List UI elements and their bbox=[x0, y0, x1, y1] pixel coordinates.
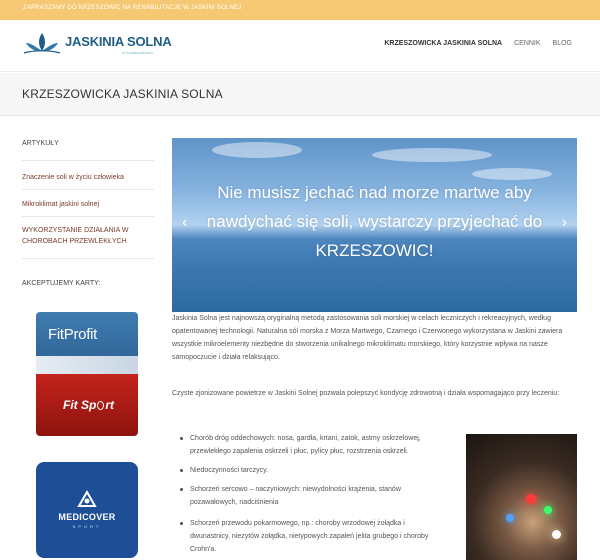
sidebar-article-link[interactable]: Mikroklimat jaskini solnej bbox=[22, 201, 100, 208]
light-spot bbox=[506, 514, 514, 522]
lotus-logo-icon bbox=[22, 31, 62, 57]
fitsport-logo: Fit Sp rt bbox=[63, 398, 115, 412]
bullet-icon bbox=[180, 437, 183, 440]
list-item: Chorób dróg oddechowych: nosa, gardła, krtani, zatok, astmy oskrzelowej, przewlekłego zapalenia oskrzeli i płuc, pylicy płuc, rozstrzenia oskrzeli. bbox=[190, 432, 446, 458]
divider bbox=[22, 258, 154, 259]
nav-item-blog[interactable]: BLOG bbox=[552, 40, 572, 47]
divider bbox=[22, 216, 154, 217]
slider-prev-arrow-icon[interactable]: ‹ bbox=[182, 214, 188, 231]
bullet-icon bbox=[180, 488, 183, 491]
announcement-text: ZAPRASZAMY DO KRZESZOWIC NA REHABILITACJE W JASKINI SOLNEJ bbox=[23, 5, 242, 11]
list-item: Schorzeń sercowo – naczyniowych: niewydolności krążenia, stanów pozawałowych, nadciśnienia bbox=[190, 483, 446, 509]
bullet-icon bbox=[180, 522, 183, 525]
light-spot bbox=[526, 494, 536, 504]
slider-caption: Nie musisz jechać nad morze martwe aby nawdychać się soli, wystarczy przyjechać do KRZESZOWIC! bbox=[206, 183, 543, 260]
fitprofit-card[interactable] bbox=[36, 312, 138, 436]
page-title-bar bbox=[0, 73, 600, 116]
fitprofit-strip bbox=[36, 356, 138, 374]
logo-subtitle: w Krzeszowicach bbox=[122, 50, 153, 55]
benefits-paragraph: Czyste zjonizowane powietrze w Jaskini Solnej pozwala polepszyć kondycję zdrowotną i działa wspomagająco przy leczeniu: bbox=[172, 390, 560, 397]
medicover-name: MEDICOVER bbox=[58, 512, 116, 522]
page-title: KRZESZOWICKA JASKINIA SOLNA bbox=[22, 87, 223, 101]
cards-heading: AKCEPTUJEMY KARTY: bbox=[22, 280, 101, 287]
articles-heading: ARTYKUŁY bbox=[22, 140, 59, 147]
runner-icon bbox=[97, 401, 104, 410]
cloud bbox=[372, 148, 492, 162]
site-logo[interactable] bbox=[22, 31, 172, 59]
fitprofit-panel bbox=[36, 312, 138, 374]
nav-item-jaskinia[interactable]: KRZESZOWICKA JASKINIA SOLNA bbox=[384, 40, 503, 47]
hero-slider[interactable] bbox=[172, 138, 577, 312]
sidebar-article-link[interactable]: Znaczenie soli w życiu człowieka bbox=[22, 174, 124, 181]
fitprofit-logo: FitProfit bbox=[48, 326, 97, 343]
nav-item-cennik[interactable]: CENNIK bbox=[514, 40, 541, 47]
divider bbox=[22, 160, 154, 161]
intro-paragraph: Jaskinia Solna jest najnowszą oryginalną metodą zastosowania soli morskiej w celach leczniczych i rekreacyjnych, według opatentowanej technologii. Naturalna sól morska z Morza Martwego, Czarnego i Czerwonego wykorzystana w Jaskini zawiera wszystkie mikroelementy niezbędne do stworzenia unikalnego mikroklimatu morskiego, który korzystnie wpływa na nasze samopoczucie i działa relaksująco. bbox=[172, 315, 563, 361]
site-header bbox=[0, 20, 600, 72]
medicover-subtitle: SPORT bbox=[72, 524, 102, 529]
light-spot bbox=[544, 506, 552, 514]
sidebar-article-link[interactable]: WYKORZYSTANIE DZIAŁANIA W CHOROBACH PRZEWLEKŁYCH bbox=[22, 227, 129, 245]
divider bbox=[22, 189, 154, 190]
light-spot bbox=[552, 530, 561, 539]
cloud bbox=[212, 142, 302, 158]
list-item: Niedoczynności tarczycy. bbox=[190, 464, 446, 477]
bullet-icon bbox=[180, 469, 183, 472]
slider-next-arrow-icon[interactable]: › bbox=[561, 214, 567, 231]
medicover-card[interactable] bbox=[36, 462, 138, 558]
list-item: Schorzeń przewodu pokarmowego, np.: choroby wrzodowej żołądka i dwunastnicy, niezytów żołądka, nietypowych zapaleń jelita grubego i choroby Crohn'a. bbox=[190, 517, 446, 556]
fitsport-panel bbox=[36, 374, 138, 436]
top-announcement-bar bbox=[0, 0, 600, 20]
salt-cave-photo bbox=[466, 434, 577, 560]
main-nav bbox=[384, 40, 572, 47]
logo-title: JASKINIA SOLNA bbox=[65, 34, 172, 49]
medicover-emblem-icon bbox=[77, 490, 97, 508]
